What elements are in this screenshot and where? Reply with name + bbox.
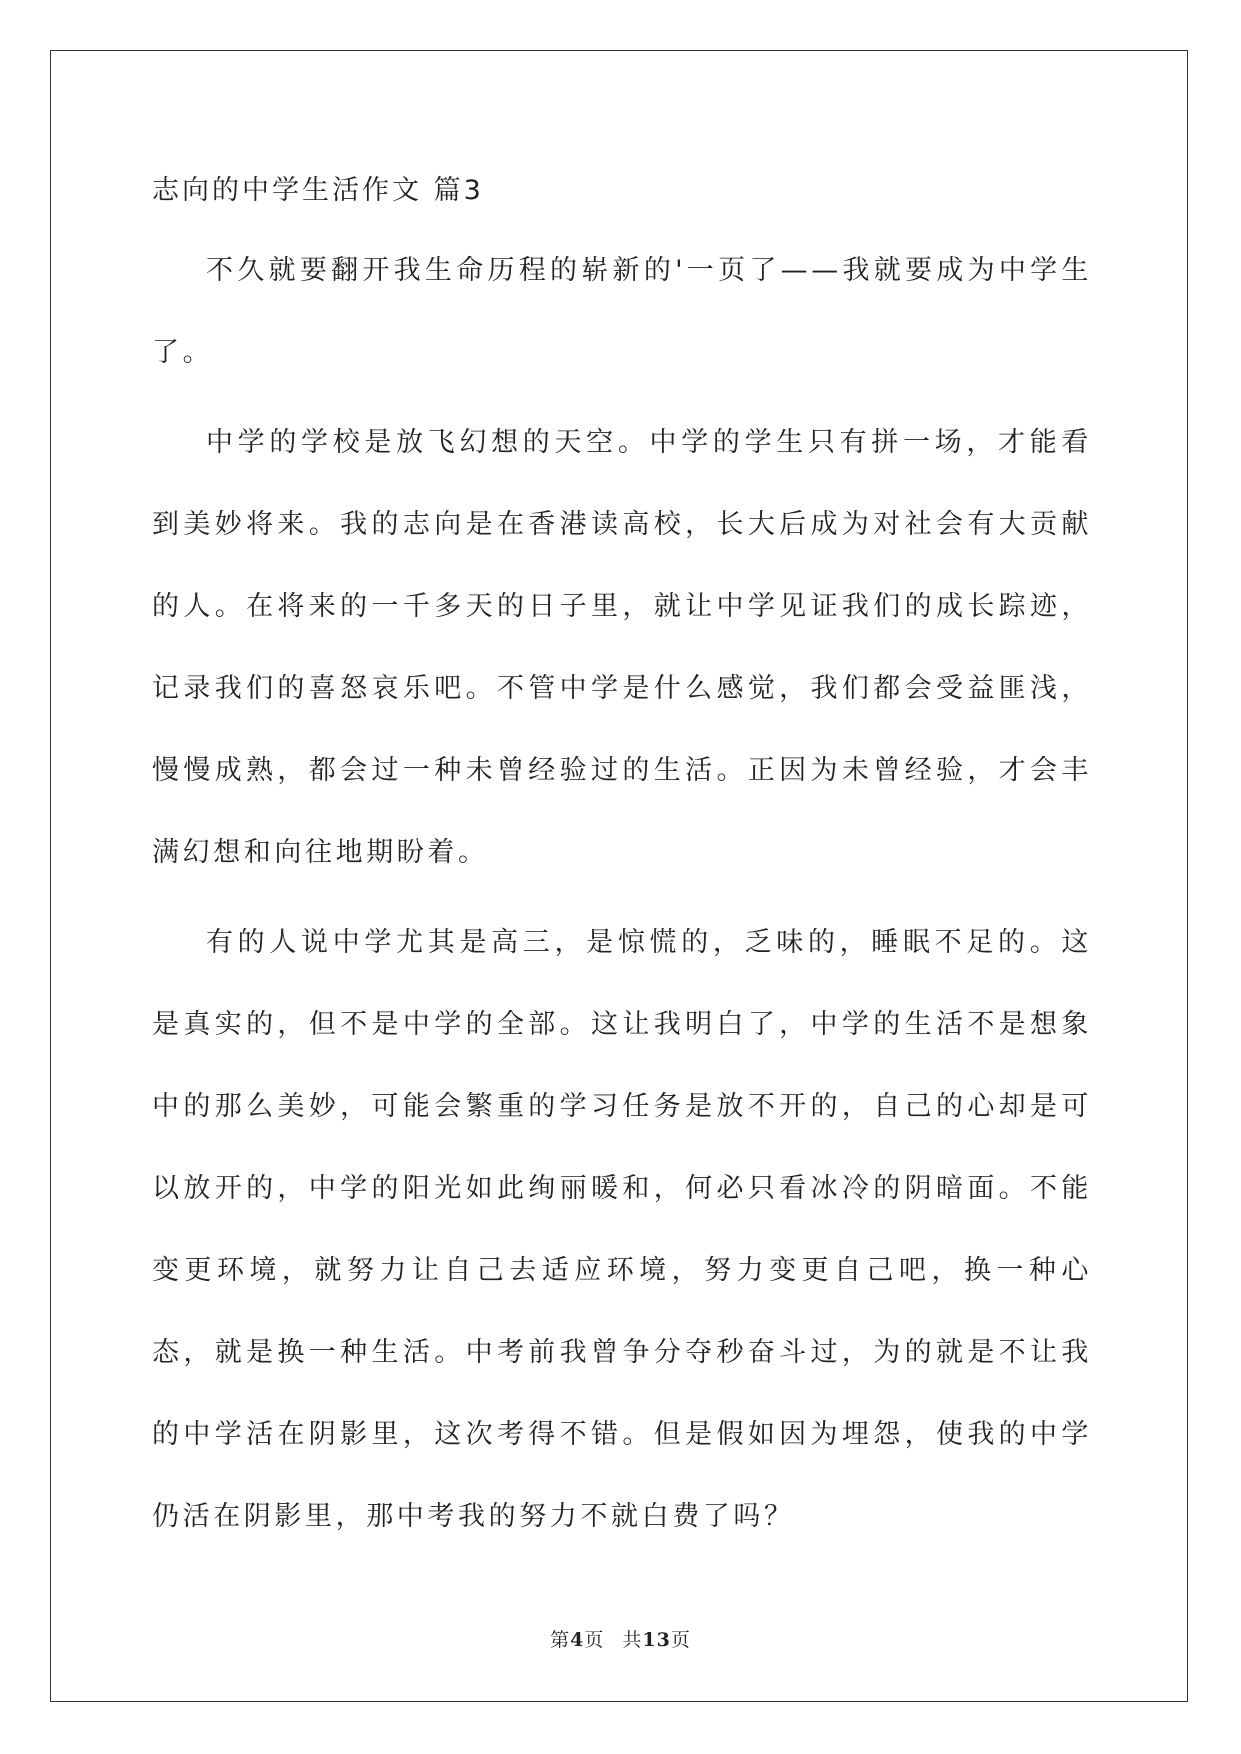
page-footer (0, 1625, 1241, 1652)
total-pages: 13 (642, 1629, 671, 1651)
page-suffix: 页 (584, 1629, 605, 1651)
page-prefix: 第 (550, 1629, 571, 1651)
page-number: 4 (570, 1629, 585, 1651)
total-prefix: 共 (622, 1629, 643, 1651)
paragraph-2: 中学的学校是放飞幻想的天空。中学的学生只有拼一场，才能看到美妙将来。我的志向是在香港读高校，长大后成为对社会有大贡献的人。在将来的一千多天的日子里，就让中学见证我们的成长踪迹，记录我们的喜怒哀乐吧。不管中学是什么感觉，我们都会受益匪浅，慢慢成熟，都会过一种未曾经验过的生活。正因为未曾经验，才会丰满幻想和向往地期盼着。 (152, 427, 1092, 868)
document-body (152, 160, 1092, 1558)
paragraph-1: 不久就要翻开我生命历程的崭新的'一页了——我就要成为中学生了。 (152, 255, 1092, 368)
total-suffix: 页 (670, 1629, 691, 1651)
paragraph-3: 有的人说中学尤其是高三，是惊慌的，乏味的，睡眠不足的。这是真实的，但不是中学的全部。这让我明白了，中学的生活不是想象中的那么美妙，可能会繁重的学习任务是放不开的，自己的心却是可以放开的，中学的阳光如此绚丽暖和，何必只看冰冷的阴暗面。不能变更环境，就努力让自己去适应环境，努力变更自己吧，换一种心态，就是换一种生活。中考前我曾争分夺秒奋斗过，为的就是不让我的中学活在阴影里，这次考得不错。但是假如因为埋怨，使我的中学仍活在阴影里，那中考我的努力不就白费了吗？ (152, 927, 1092, 1532)
document-title: 志向的中学生活作文 篇3 (152, 175, 484, 206)
